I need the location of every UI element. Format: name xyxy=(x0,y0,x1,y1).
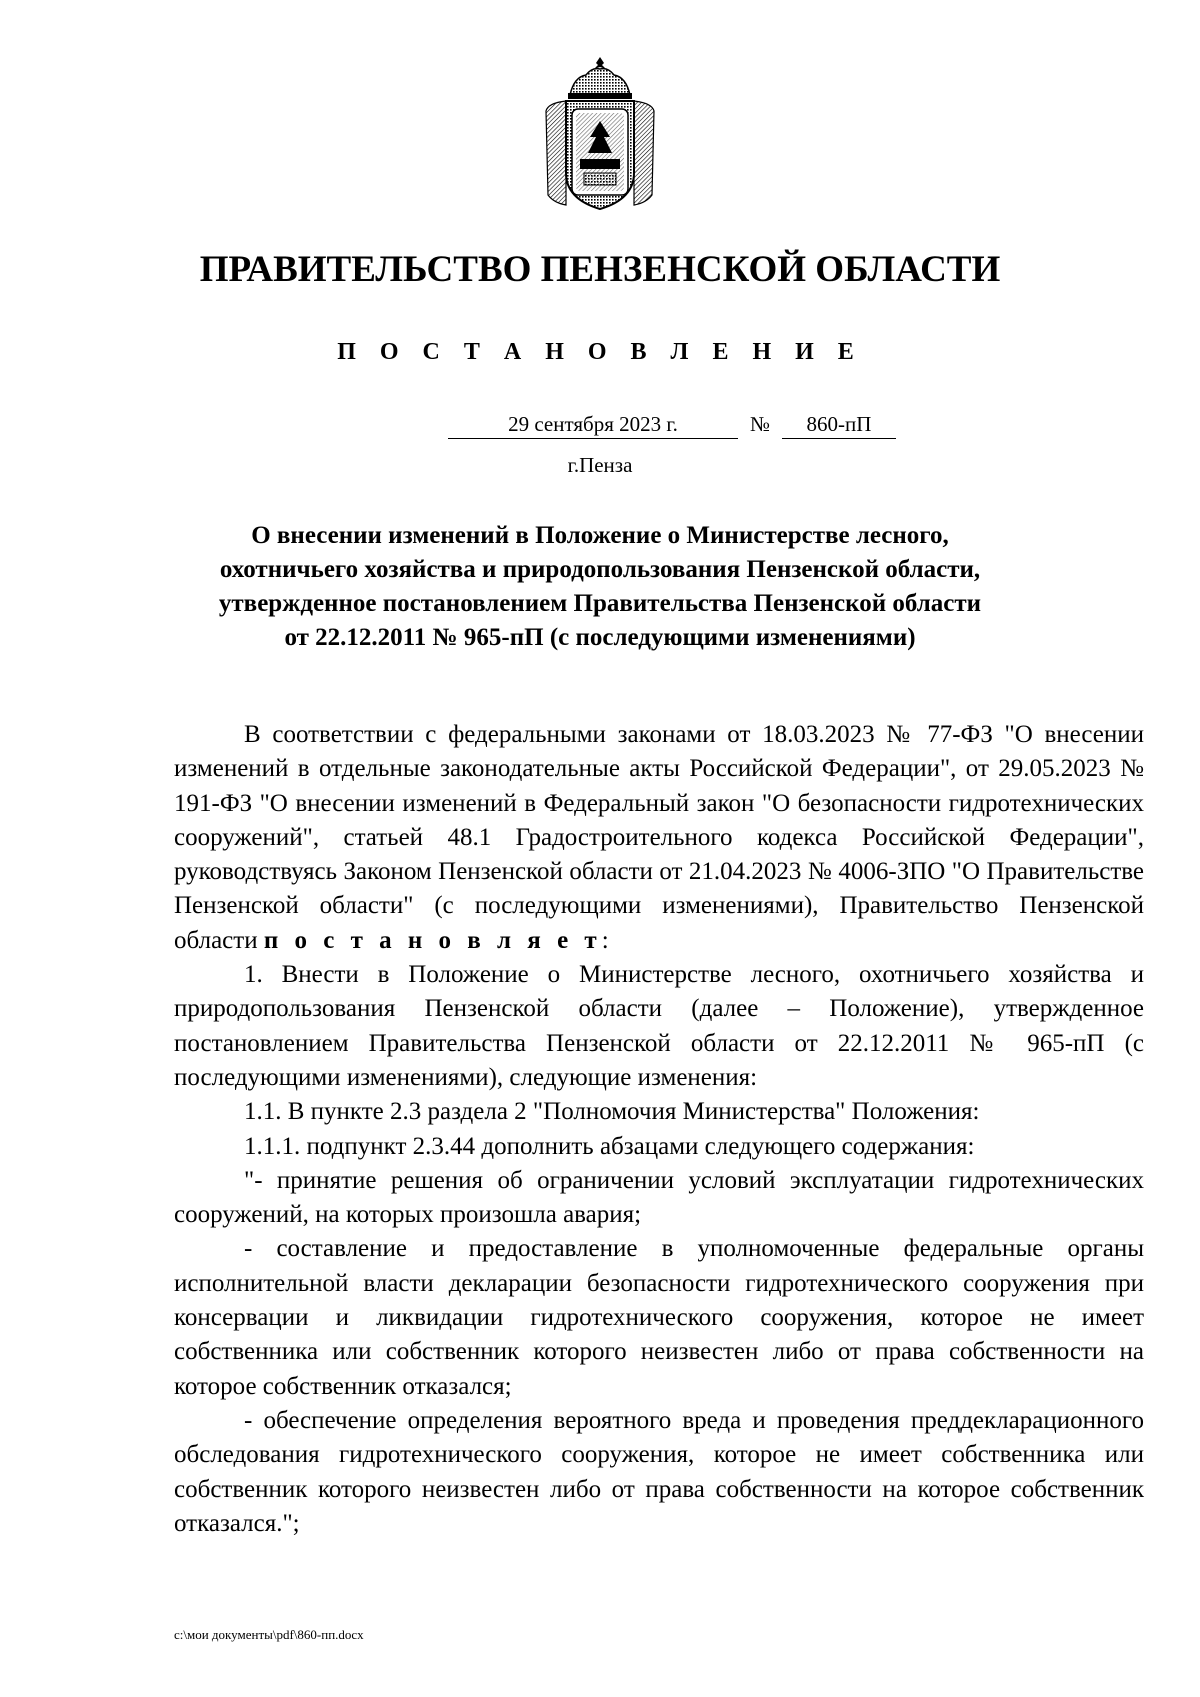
heading-line-1: О внесении изменений в Положение о Министерстве лесного, xyxy=(251,522,949,549)
document-type: П О С Т А Н О В Л Е Н И Е xyxy=(337,339,863,365)
heading-line-4: от 22.12.2011 № 965-пП (с последующими изменениями) xyxy=(284,624,916,651)
quote-paragraph-1: "- принятие решения об ограничении условий эксплуатации гидротехнических сооружений, на которых произошла авария; xyxy=(174,1166,1144,1229)
quote-paragraph-2: - составление и предоставление в уполномоченные федеральные органы исполнительной власти декларации безопасности гидротехнического сооружения при консервации и ликвидации гидротехнического сооружения, которое не имеет собственника или собственник которого неизвестен либо от права собственности на которое собственник отказался; xyxy=(174,1235,1144,1400)
document-number: 860-пП xyxy=(782,410,896,439)
date-number-line xyxy=(0,410,1200,440)
document-body xyxy=(174,718,1144,1541)
resolves-word: п о с т а н о в л я е т xyxy=(263,926,602,954)
coat-of-arms-emblem-icon xyxy=(540,55,660,215)
preamble-paragraph xyxy=(174,718,1144,958)
item-1-1: 1.1. В пункте 2.3 раздела 2 "Полномочия Министерства" Положения: xyxy=(244,1098,980,1126)
preamble-text: В соответствии с федеральными законами от 18.03.2023 № 77-ФЗ "О внесении изменений в отдельные законодательные акты Российской Федерации", от 29.05.2023 № 191-ФЗ "О внесении изменений в Федеральный закон "О безопасности гидротехнических сооружений", статьей 48.1 Градостроительного кодекса Российской Федерации", руководствуясь Законом Пензенской области от 21.04.2023 № 4006-ЗПО "О Правительстве Пензенской области" (с последующими изменениями), Правительство Пензенской области xyxy=(174,721,1144,954)
heading-line-2: охотничьего хозяйства и природопользования Пензенской области, xyxy=(219,556,981,583)
file-path-footer: c:\мои документы\pdf\860-пп.docx xyxy=(174,1627,364,1642)
item-1: 1. Внести в Положение о Министерстве лесного, охотничьего хозяйства и природопользования Пензенской области (далее – Положение), утвержденное постановлением Правительства Пензенской области от 22.12.2011 № 965-пП (с последующими изменениями), следующие изменения: xyxy=(174,961,1144,1091)
city: г.Пенза xyxy=(567,453,633,477)
document-heading xyxy=(170,519,1030,655)
item-1-1-1: 1.1.1. подпункт 2.3.44 дополнить абзацами следующего содержания: xyxy=(244,1132,975,1160)
resolves-colon: : xyxy=(601,926,609,954)
number-sign: № xyxy=(750,412,771,436)
organization-title: ПРАВИТЕЛЬСТВО ПЕНЗЕНСКОЙ ОБЛАСТИ xyxy=(199,249,1001,290)
quote-paragraph-3: - обеспечение определения вероятного вреда и проведения преддекларационного обследования гидротехнического сооружения, которое не имеет собственника или собственник которого неизвестен либо от права собственности на которое собственник отказался."; xyxy=(174,1406,1144,1537)
document-date: 29 сентября 2023 г. xyxy=(448,410,738,439)
heading-line-3: утвержденное постановлением Правительства Пензенской области xyxy=(218,590,982,617)
